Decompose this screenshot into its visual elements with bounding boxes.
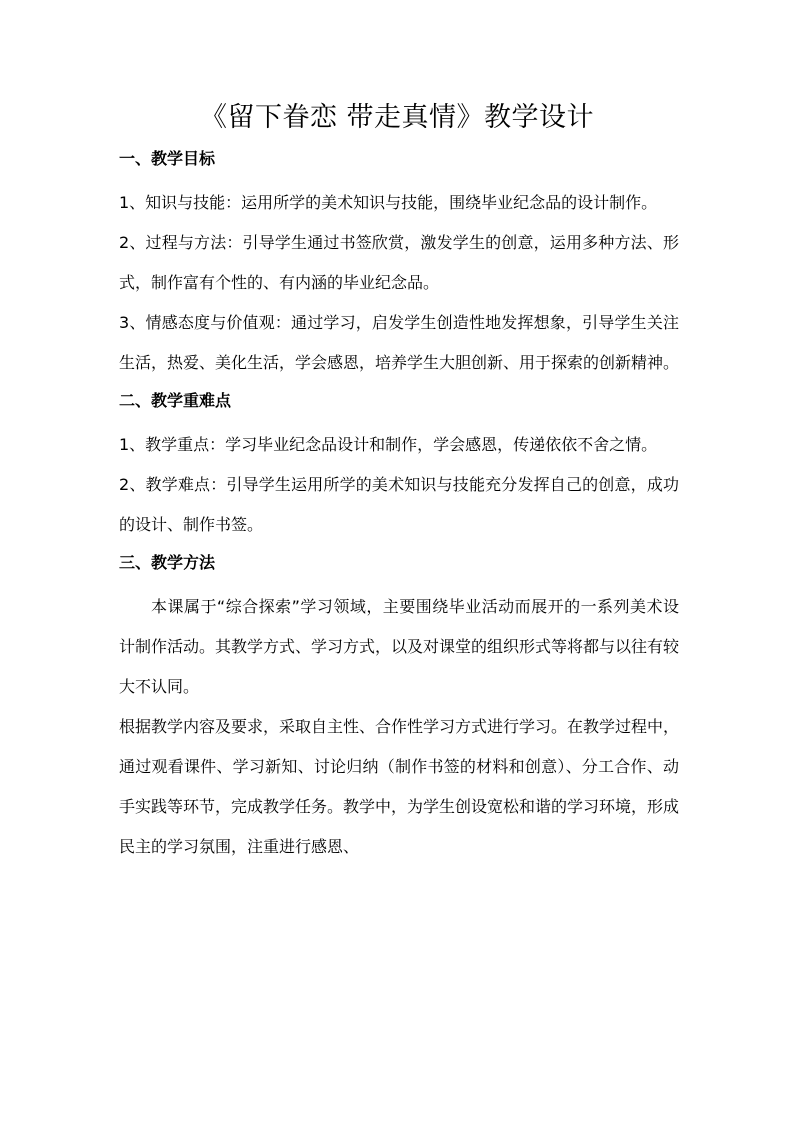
section-heading-methods: 三、教学方法 <box>119 553 216 572</box>
paragraph-objective-1: 1、知识与技能：运用所学的美术知识与技能，围绕毕业纪念品的设计制作。 <box>119 193 658 212</box>
paragraph-method-2: 根据教学内容及要求，采取自主性、合作性学习方式进行学习。在教学过程中，通过观看课件、学习新知、讨论归纳（制作书签的材料和创意）、分工合作、动手实践等环节，完成教学任务。教学中，为学生创设宽松和谐的学习环境，形成民主的学习氛围，注重进行感恩、 <box>119 717 680 856</box>
paragraph-objective-3: 3、情感态度与价值观：通过学习，启发学生创造性地发挥想象，引导学生关注生活，热爱、美化生活，学会感恩，培养学生大胆创新、用于探索的创新精神。 <box>119 313 680 372</box>
paragraph-key-point-2: 2、教学难点：引导学生运用所学的美术知识与技能充分发挥自己的创意，成功的设计、制作书签。 <box>119 475 679 534</box>
section-heading-key-points: 二、教学重难点 <box>119 391 232 410</box>
document-body <box>119 146 679 867</box>
section-heading-objectives: 一、教学目标 <box>119 149 216 168</box>
paragraph-objective-2: 2、过程与方法：引导学生通过书签欣赏，激发学生的创意，运用多种方法、形式，制作富有个性的、有内涵的毕业纪念品。 <box>119 233 679 292</box>
paragraph-key-point-1: 1、教学重点：学习毕业纪念品设计和制作，学会感恩，传递依依不舍之情。 <box>119 435 658 454</box>
paragraph-method-1: 本课属于“综合探索”学习领域，主要围绕毕业活动而展开的一系列美术设计制作活动。其教学方式、学习方式，以及对课堂的组织形式等将都与以往有较大不认同。 <box>119 597 680 696</box>
document-title: 《留下眷恋 带走真情》教学设计 <box>199 102 595 133</box>
